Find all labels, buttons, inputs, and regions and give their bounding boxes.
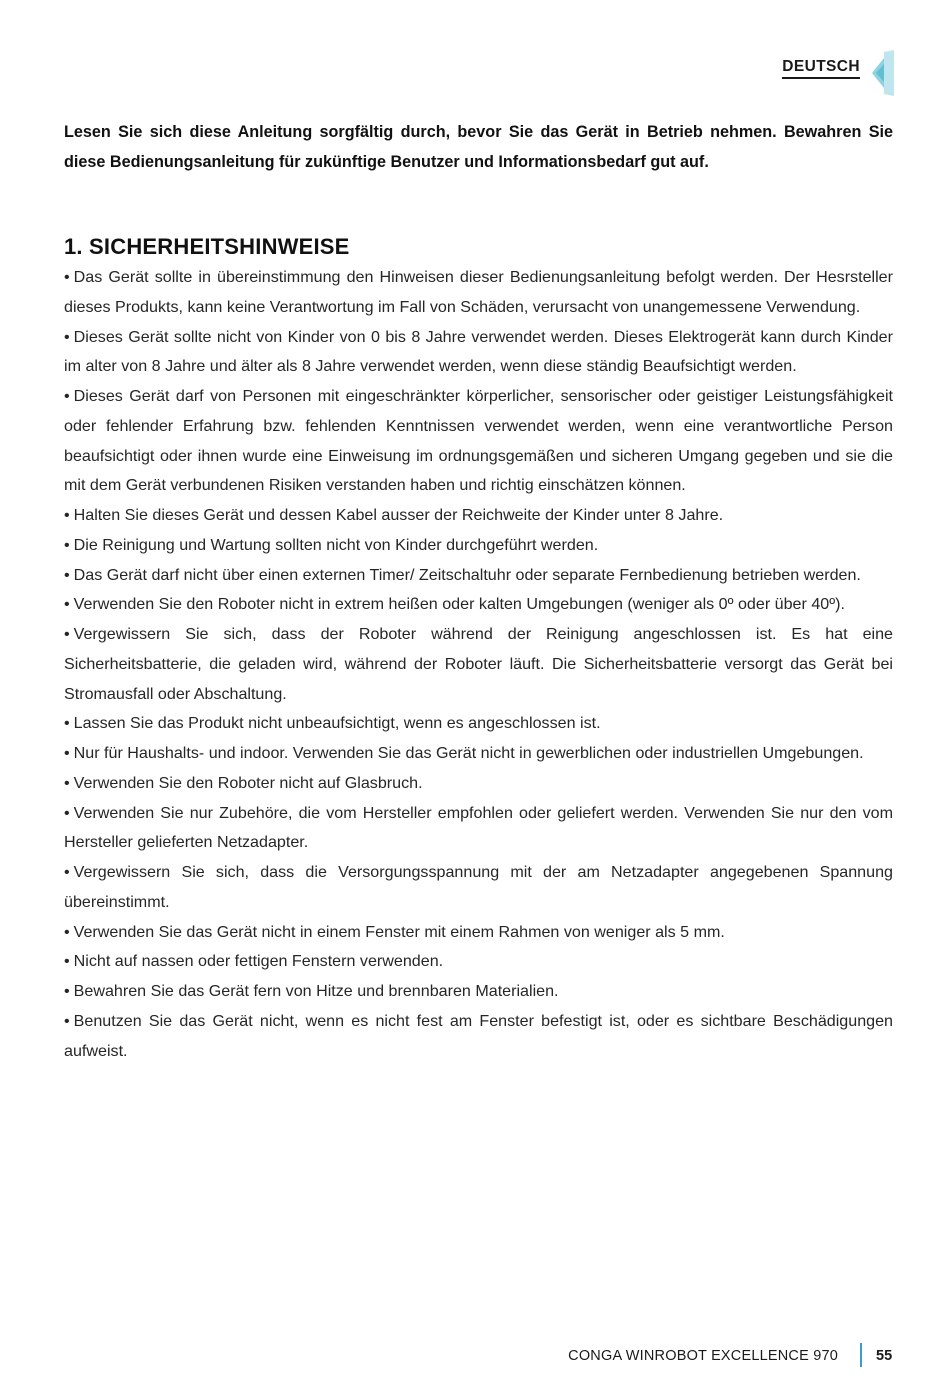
bullet-marker: • [64, 744, 70, 762]
language-header: DEUTSCH [782, 58, 860, 79]
list-item [64, 531, 893, 561]
bullet-marker: • [64, 982, 70, 1000]
footer-product-name: CONGA WINROBOT EXCELLENCE 970 [568, 1348, 838, 1364]
intro-paragraph: Lesen Sie sich diese Anleitung sorgfältig durch, bevor Sie das Gerät in Betrieb nehmen. Bewahren Sie diese Bedienungsanleitung für zukünftige Benutzer und Informationsbedarf gut auf. [64, 123, 893, 171]
language-tab-decoration-icon [870, 50, 894, 96]
bullet-marker: • [64, 535, 70, 554]
footer-separator [860, 1343, 862, 1367]
list-item [64, 590, 893, 620]
bullet-marker: • [64, 506, 70, 524]
list-item-text: Dieses Gerät sollte nicht von Kinder von 0 bis 8 Jahre verwendet werden. Dieses Elektrogerät kann durch Kinder im alter von 8 Jahre und älter als 8 Jahre verwendet werden, wenn diese ständig Beaufsichtigt werden. [64, 327, 893, 376]
section-title: 1. SICHERHEITSHINWEISE [64, 234, 350, 259]
list-item [64, 382, 893, 501]
list-item [64, 769, 893, 799]
list-item-text: Dieses Gerät darf von Personen mit eingeschränkter körperlicher, sensorischer oder geistiger Leistungsfähigkeit oder fehlender Erfahrung bzw. fehlenden Kenntnissen verwendet werden, wenn eine verantwortliche Person beaufsichtigt oder ihnen wurde eine Einweisung im ordnungsgemäßen und sicheren Umgang gegeben und sie die mit dem Gerät verbundenen Risiken verstanden haben und richtig einschätzen können. [64, 387, 893, 495]
list-item-text: Nicht auf nassen oder fettigen Fenstern verwenden. [73, 952, 444, 971]
list-item [64, 561, 893, 591]
list-item-text: Vergewissern Sie sich, dass der Roboter während der Reinigung angeschlossen ist. Es hat eine Sicherheitsbatterie, die geladen wird, während der Roboter läuft. Die Sicherheitsbatterie versorgt das Gerät bei Stromausfall oder Abschaltung. [64, 625, 893, 703]
list-item-text: Halten Sie dieses Gerät und dessen Kabel ausser der Reichweite der Kinder unter 8 Jahre. [73, 506, 724, 524]
list-item-text: Nur für Haushalts- und indoor. Verwenden Sie das Gerät nicht in gewerblichen oder industriellen Umgebungen. [73, 744, 864, 762]
bullet-marker: • [64, 387, 70, 405]
list-item [64, 323, 893, 383]
bullet-marker: • [64, 625, 70, 643]
list-item-text: Benutzen Sie das Gerät nicht, wenn es nicht fest am Fenster befestigt ist, oder es sichtbare Beschädigungen aufweist. [64, 1011, 893, 1060]
list-item [64, 918, 893, 948]
list-item [64, 709, 893, 739]
bullet-marker: • [64, 327, 70, 346]
safety-instructions-list [64, 263, 893, 1066]
list-item-text: Bewahren Sie das Gerät fern von Hitze und brennbaren Materialien. [73, 982, 559, 1000]
list-item-text: Vergewissern Sie sich, dass die Versorgungsspannung mit der am Netzadapter angegebenen Spannung übereinstimmt. [64, 863, 893, 911]
bullet-marker: • [64, 565, 70, 584]
list-item [64, 947, 893, 977]
bullet-marker: • [64, 922, 70, 941]
bullet-marker: • [64, 803, 70, 822]
list-item [64, 263, 893, 323]
bullet-marker: • [64, 773, 70, 792]
list-item [64, 739, 893, 769]
list-item-text: Das Gerät darf nicht über einen externen Timer/ Zeitschaltuhr oder separate Fernbedienung betrieben werden. [73, 565, 861, 584]
bullet-marker: • [64, 1011, 70, 1030]
list-item [64, 620, 893, 709]
list-item [64, 977, 893, 1007]
bullet-marker: • [64, 863, 70, 881]
bullet-marker: • [64, 595, 70, 614]
list-item [64, 858, 893, 918]
list-item-text: Verwenden Sie nur Zubehöre, die vom Hersteller empfohlen oder geliefert werden. Verwenden Sie nur den vom Hersteller gelieferten Netzadapter. [64, 803, 893, 852]
page-number: 55 [876, 1348, 893, 1364]
list-item-text: Verwenden Sie den Roboter nicht in extrem heißen oder kalten Umgebungen (weniger als 0º oder über 40º). [73, 595, 845, 614]
list-item-text: Lassen Sie das Produkt nicht unbeaufsichtigt, wenn es angeschlossen ist. [73, 714, 601, 733]
bullet-marker: • [64, 714, 70, 733]
list-item-text: Verwenden Sie das Gerät nicht in einem Fenster mit einem Rahmen von weniger als 5 mm. [73, 922, 725, 941]
list-item-text: Die Reinigung und Wartung sollten nicht von Kinder durchgeführt werden. [73, 535, 599, 554]
list-item [64, 1007, 893, 1067]
list-item-text: Das Gerät sollte in übereinstimmung den Hinweisen dieser Bedienungsanleitung befolgt werden. Der Hesrsteller dieses Produkts, kann keine Verantwortung im Fall von Schäden, verursacht von unangemessene Verwendung. [64, 268, 893, 316]
bullet-marker: • [64, 952, 70, 971]
list-item [64, 799, 893, 859]
list-item [64, 501, 893, 531]
list-item-text: Verwenden Sie den Roboter nicht auf Glasbruch. [73, 773, 423, 792]
bullet-marker: • [64, 268, 70, 286]
